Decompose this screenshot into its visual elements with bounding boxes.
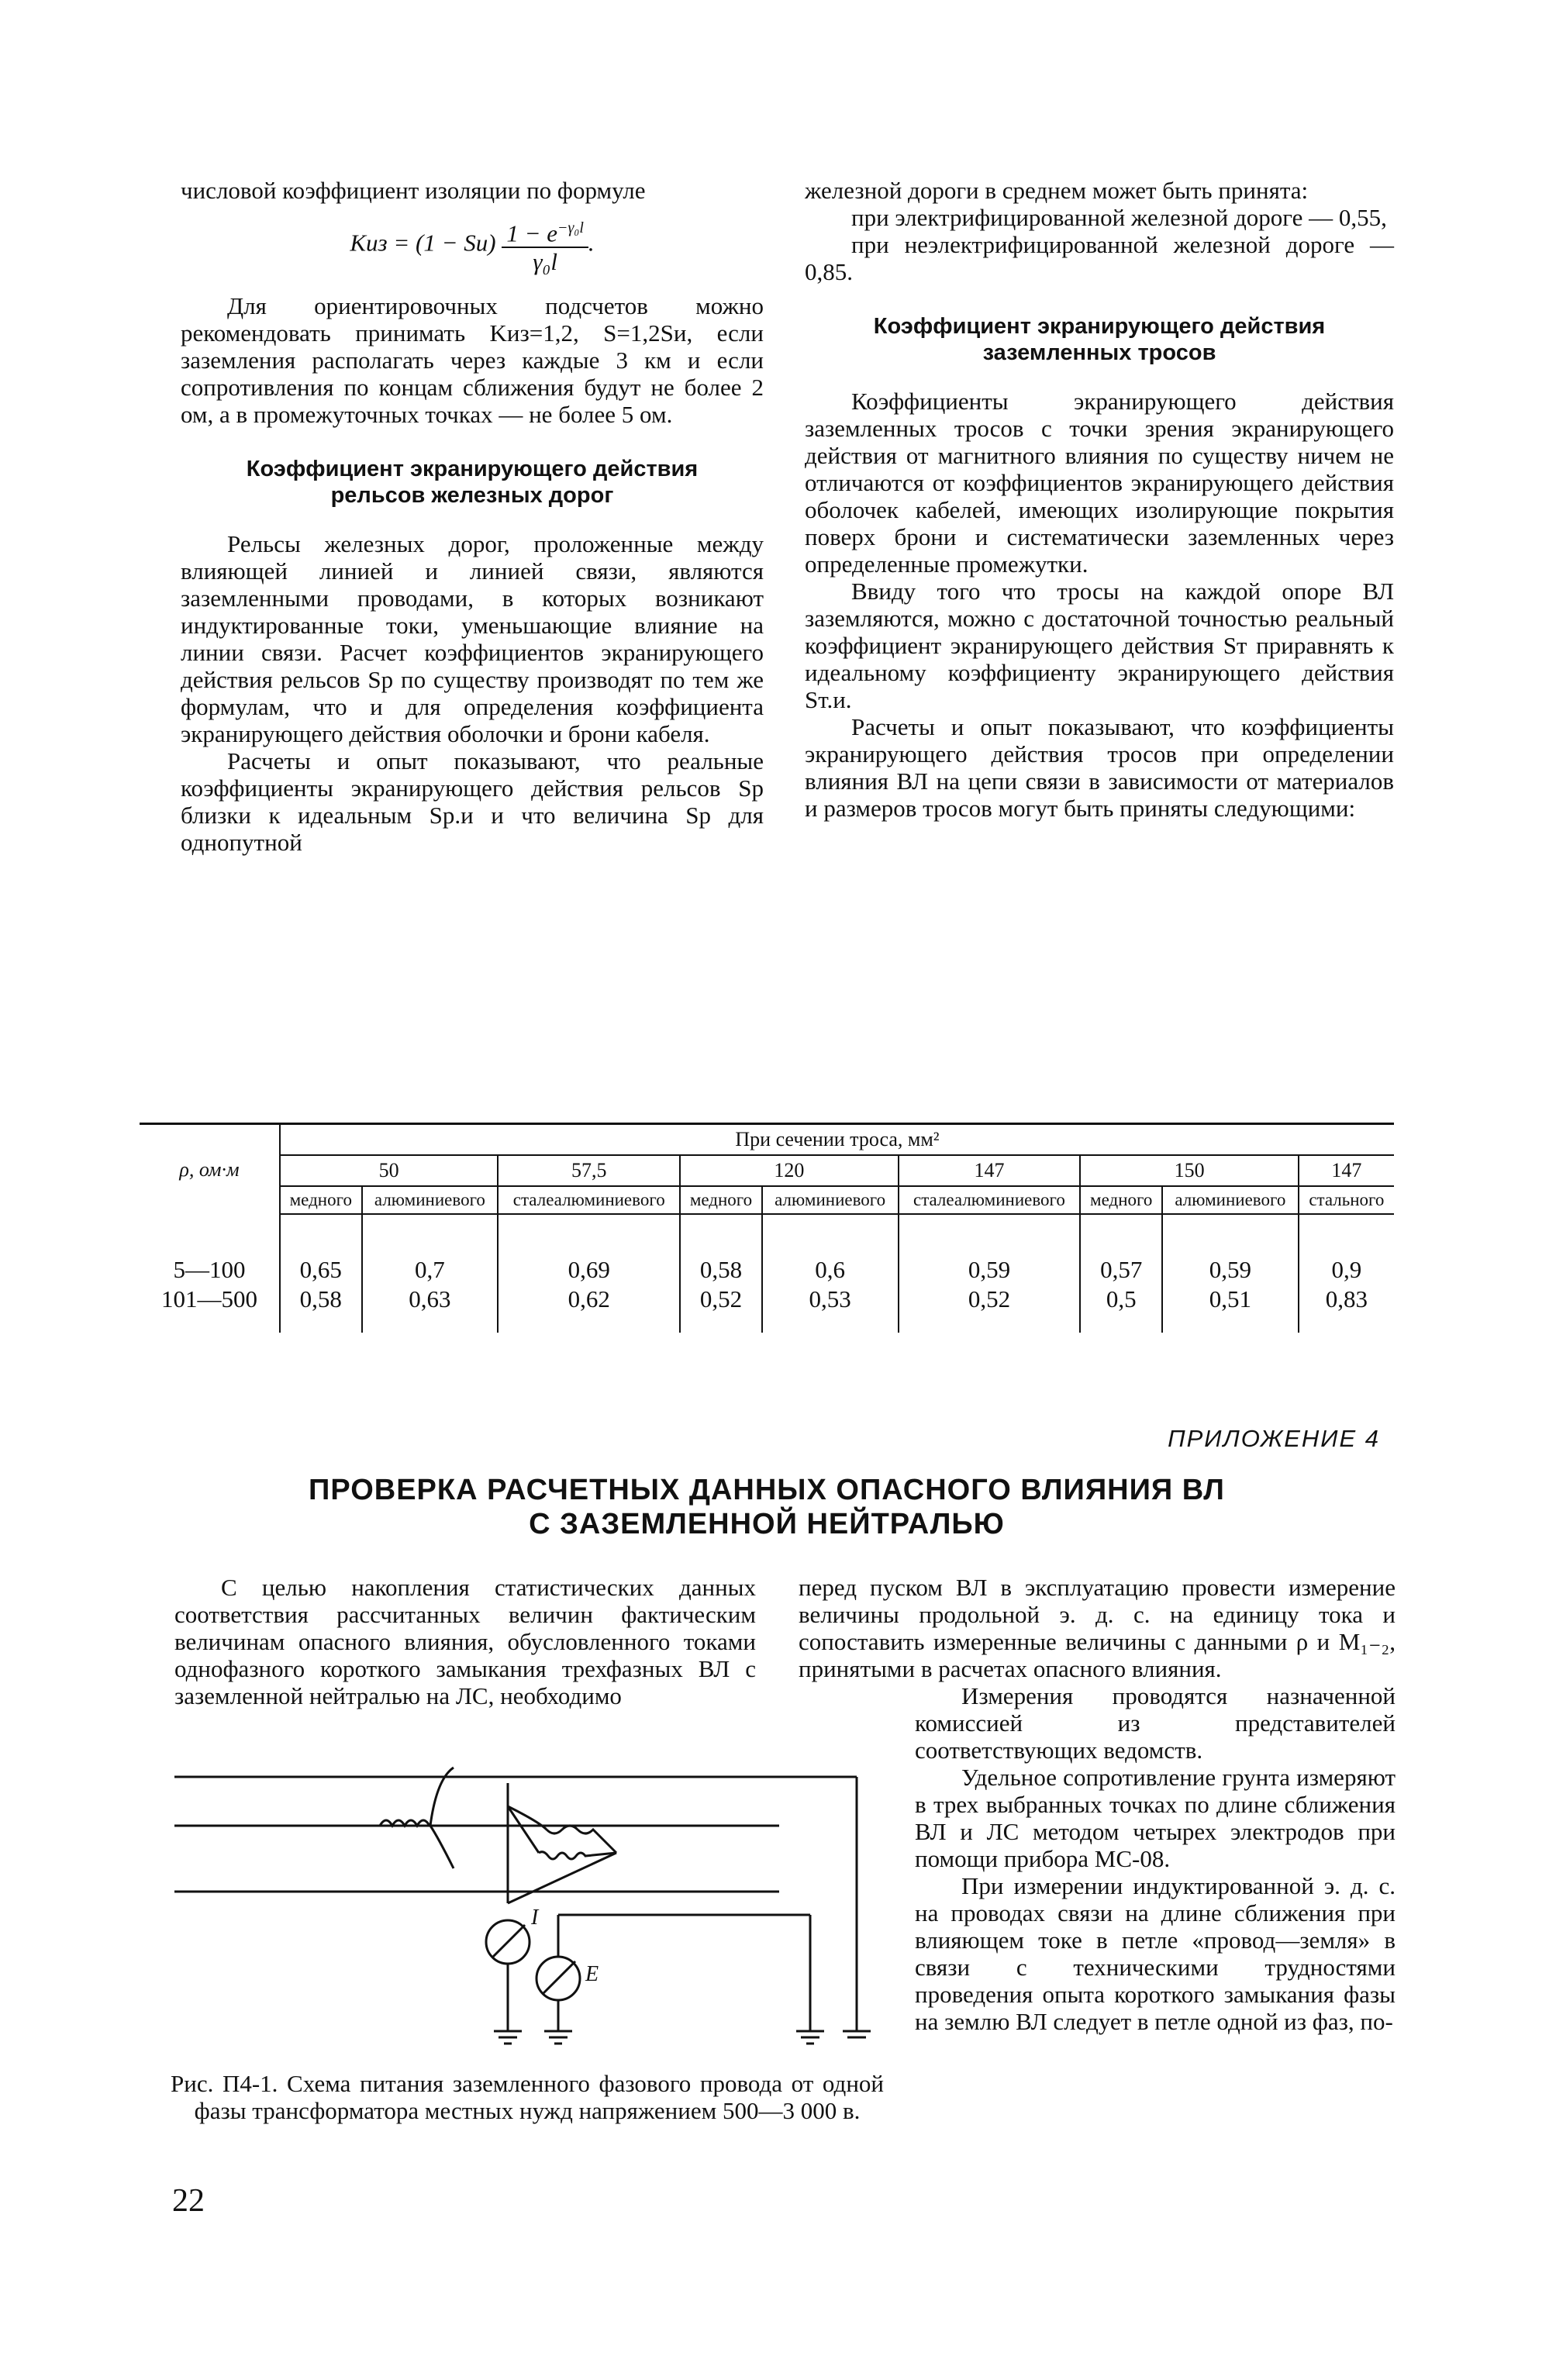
label-i: I [531, 1906, 539, 1930]
table-cell: 0,6 [762, 1214, 899, 1285]
formula-denominator: γ₀l [533, 248, 557, 276]
left-paragraph-1: числовой коэффициент изоляции по формуле [181, 177, 646, 204]
section-150: 150 [1080, 1155, 1298, 1186]
appendix-label: ПРИЛОЖЕНИЕ 4 [1168, 1425, 1380, 1452]
bottom-right-paragraph-3: Удельное сопротивление грунта измеряют в трех выбранных точках по длине сближения ВЛ и ЛС методом четырех электродов при помощи прибора МС-08. [915, 1764, 1396, 1872]
table-cell: 0,5 [1080, 1285, 1162, 1333]
table-cell: 0,59 [899, 1214, 1081, 1285]
section-50: 50 [280, 1155, 498, 1186]
table-row [140, 1214, 1394, 1285]
left-paragraph-3: Рельсы железных дорог, проложенные между влияющей линией и линией связи, являются заземленными проводами, в которых возникают индуктированные токи, уменьшающие влияние на линии связи. Расчет коэффициентов экранирующего действия рельсов Sр по существу производят по тем же формулам, что и для определения коэффициента экранирующего действия оболочки и брони кабеля. [181, 530, 764, 748]
table-cell: 0,65 [280, 1214, 362, 1285]
material-steel: стального [1299, 1186, 1394, 1214]
table-cell: 0,7 [362, 1214, 499, 1285]
left-paragraph-2: Для ориентировочных подсчетов можно рекомендовать принимать Kиз=1,2, S=1,2Sи, если заземления располагать через каждые 3 км и если сопротивления по концам сближения будут не более 2 ом, а в промежуточных точках — не более 5 ом. [181, 292, 764, 429]
bottom-right-paragraph-1: перед пуском ВЛ в эксплуатацию провести измерение величины продольной э. д. с. на единицу тока и сопоставить измеренные величины с данными ρ и M₁₋₂, принятыми в расчетах опасного влияния. [799, 1574, 1396, 1682]
right-column [805, 177, 1394, 822]
table-cell: 0,52 [899, 1285, 1081, 1333]
bottom-right-column [799, 1574, 1396, 2035]
table-cell: 0,69 [498, 1214, 680, 1285]
right-paragraph-5: Ввиду того что тросы на каждой опоре ВЛ заземляются, можно с достаточной точностью реальный коэффициент экранирующего действия Sт приравнять к идеальному коэффициенту экранирующего действия Sт.и. [805, 578, 1394, 713]
table-cell: 0,9 [1299, 1214, 1394, 1285]
section-147: 147 [899, 1155, 1081, 1186]
material-aluminium-1: алюминиевого [362, 1186, 499, 1214]
section-147-steel: 147 [1299, 1155, 1394, 1186]
table-cell: 0,63 [362, 1285, 499, 1333]
section-120: 120 [680, 1155, 898, 1186]
material-aluminium-3: алюминиевого [1162, 1186, 1299, 1214]
right-paragraph-4: Коэффициенты экранирующего действия заземленных тросов с точки зрения экранирующего действия от магнитного влияния по существу ничем не отличаются от коэффициентов экранирующего действия оболочек кабелей, имеющих изолирующие покрытия поверх брони и систематически заземленных через определенные промежутки. [805, 388, 1394, 578]
heading-rails: Коэффициент экранирующего действия рельсов железных дорог [246, 457, 699, 509]
formula-kiz: Kиз = (1 − Sи) $\frac{1 - e^{-\gamma_0l}}{\text{γ₀l}}$ . [181, 215, 764, 275]
bottom-right-paragraph-4: При измерении индуктированной э. д. с. на проводах связи на длине сближения при влияющем токе в петле «провод—земля» в связи с техническими трудностями проведения опыта короткого замыкания фазы на землю ВЛ следует в петле одной из фаз, по- [915, 1872, 1396, 2035]
row-header-rho: ρ, ом·м [140, 1124, 280, 1215]
right-paragraph-6: Расчеты и опыт показывают, что коэффициенты экранирующего действия тросов при определении влияния ВЛ на цепи связи в зависимости от материалов и размеров тросов могут быть приняты следующими: [805, 713, 1394, 822]
shielding-coefficient-table [140, 1123, 1394, 1333]
table-cell: 0,53 [762, 1285, 899, 1333]
material-copper-2: медного [680, 1186, 762, 1214]
table-cell: 0,59 [1162, 1214, 1299, 1285]
material-steel-aluminium-2: сталеалюминиевого [899, 1186, 1081, 1214]
material-aluminium-2: алюминиевого [762, 1186, 899, 1214]
page-number: 22 [172, 2183, 205, 2219]
left-column [181, 177, 764, 856]
right-paragraph-1: железной дороги в среднем может быть принята: [805, 177, 1309, 204]
table-cell: 0,58 [280, 1285, 362, 1333]
group-header: При сечении троса, мм² [280, 1124, 1394, 1156]
formula-fraction [502, 215, 588, 275]
bottom-right-paragraph-2: Измерения проводятся назначенной комиссией из представителей соответствующих ведомств. [915, 1682, 1396, 1764]
bottom-left-paragraph-1: С целью накопления статистических данных соответствия рассчитанных величин фактическим величинам опасного влияния, обусловленного токами однофазного короткого замыкания трехфазных ВЛ с заземленной нейтралью на ЛС, необходимо [174, 1574, 756, 1709]
transformer-circuit-diagram [174, 1760, 872, 2047]
material-copper-1: медного [280, 1186, 362, 1214]
material-copper-3: медного [1080, 1186, 1162, 1214]
table-cell: 0,52 [680, 1285, 762, 1333]
table-cell: 0,57 [1080, 1214, 1162, 1285]
formula-numerator: 1 − e [506, 219, 558, 247]
table-row [140, 1285, 1394, 1333]
left-paragraph-4: Расчеты и опыт показывают, что реальные коэффициенты экранирующего действия рельсов Sр близки к идеальным Sр.и и что величина Sр для однопутной [181, 747, 764, 857]
appendix-title [140, 1473, 1394, 1541]
bottom-right-narrow-block [915, 1682, 1396, 2035]
formula-exponent: −γ₀l [557, 219, 584, 236]
table-cell: 0,58 [680, 1214, 762, 1285]
section-57-5: 57,5 [498, 1155, 680, 1186]
table-cell: 0,83 [1299, 1285, 1394, 1333]
bottom-left-column [174, 1574, 756, 1709]
table-cell: 0,51 [1162, 1285, 1299, 1333]
material-steel-aluminium-1: сталеалюминиевого [498, 1186, 680, 1214]
table-cell-rho: 5—100 [173, 1255, 246, 1283]
appendix-title-line-2: С ЗАЗЕМЛЕННОЙ НЕЙТРАЛЬЮ [529, 1508, 1005, 1540]
figure-caption: Рис. П4-1. Схема питания заземленного фазового провода от одной фазы трансформатора местных нужд напряжением 500—3 000 в. [171, 2070, 884, 2124]
heading-cables: Коэффициент экранирующего действия заземленных тросов [873, 314, 1326, 365]
appendix-title-line-1: ПРОВЕРКА РАСЧЕТНЫХ ДАННЫХ ОПАСНОГО ВЛИЯНИЯ ВЛ [309, 1474, 1225, 1506]
label-e: E [585, 1962, 599, 1986]
table-cell-rho: 101—500 [161, 1285, 257, 1312]
right-paragraph-2: при электрифицированной железной дороге — 0,55, [851, 204, 1387, 231]
table-cell: 0,62 [498, 1285, 680, 1333]
right-paragraph-3: при неэлектрифицированной железной дороге — 0,85. [805, 231, 1394, 285]
formula-lhs: Kиз = (1 − Sи) [350, 229, 496, 257]
